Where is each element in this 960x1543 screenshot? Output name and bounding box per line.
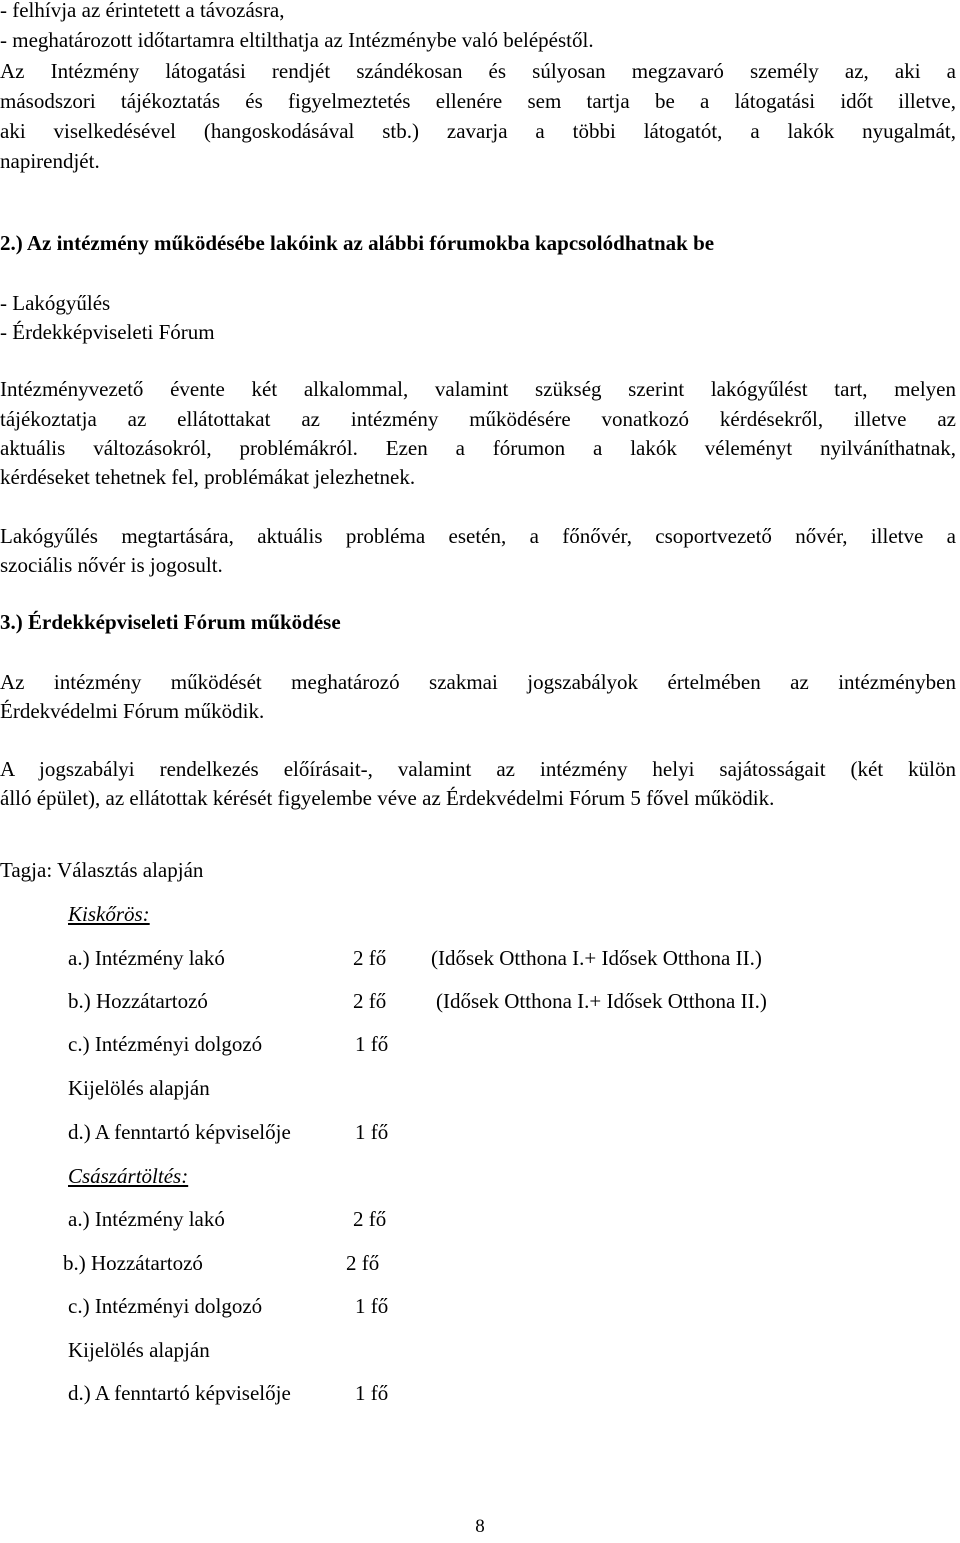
section-2-paragraph-line: Lakógyűlés megtartására, aktuális probléma esetén, a főnővér, csoportvezető nővér, illetve a — [0, 524, 956, 548]
members-intro: Tagja: Választás alapján — [0, 858, 204, 882]
member-label: d.) A fenntartó képviselője — [68, 1120, 291, 1144]
section-2-paragraph-line: kérdéseket tehetnek fel, problémákat jelezhetnek. — [0, 465, 416, 489]
member-count: 1 fő — [355, 1120, 389, 1144]
intro-bullet: - felhívja az érintetett a távozásra, — [0, 0, 285, 22]
location-title-csaszartoltes: Császártöltés: — [68, 1164, 189, 1188]
member-count: 1 fő — [355, 1381, 389, 1405]
member-count: 2 fő — [353, 1207, 387, 1231]
member-count: 2 fő — [353, 989, 387, 1013]
section-2-paragraph-line: Intézményvezető évente két alkalommal, valamint szükség szerint lakógyűlést tart, melyen — [0, 377, 956, 401]
member-count: 1 fő — [355, 1032, 389, 1056]
member-count: 2 fő — [346, 1251, 380, 1275]
section-2-paragraph-line: tájékoztatja az ellátottakat az intézmény működésére vonatkozó kérdésekről, illetve az — [0, 407, 956, 431]
member-count: 2 fő — [353, 946, 387, 970]
member-label: b.) Hozzátartozó — [63, 1251, 203, 1275]
section-3-paragraph-line: Az intézmény működését meghatározó szakmai jogszabályok értelmében az intézményben — [0, 670, 956, 694]
member-label: d.) A fenntartó képviselője — [68, 1381, 291, 1405]
intro-paragraph-line: Az Intézmény látogatási rendjét szándékosan és súlyosan megzavaró személy az, aki a — [0, 59, 956, 83]
intro-paragraph-line: másodszori tájékoztatás és figyelmeztetés ellenére sem tartja be a látogatási időt illetve, — [0, 89, 956, 113]
section-3-paragraph-line: A jogszabályi rendelkezés előírásait-, valamint az intézmény helyi sajátosságait (két külön — [0, 757, 956, 781]
member-label: c.) Intézményi dolgozó — [68, 1294, 263, 1318]
forum-list-item: - Érdekképviseleti Fórum — [0, 320, 215, 344]
section-3-paragraph-line: álló épület), az ellátottak kérését figyelembe véve az Érdekvédelmi Fórum 5 fővel működik. — [0, 786, 775, 810]
page-number: 8 — [475, 1516, 485, 1537]
member-label: a.) Intézmény lakó — [68, 1207, 225, 1231]
section-2-paragraph-line: aktuális változásokról, problémákról. Ezen a fórumon a lakók véleményt nyilváníthatnak, — [0, 436, 956, 460]
section-3-heading: 3.) Érdekképviseleti Fórum működése — [0, 610, 341, 634]
member-label: c.) Intézményi dolgozó — [68, 1032, 263, 1056]
intro-bullet: - meghatározott időtartamra eltilthatja az Intézménybe való belépéstől. — [0, 28, 594, 52]
section-3-paragraph-line: Érdekvédelmi Fórum működik. — [0, 699, 265, 723]
member-note: (Idősek Otthona I.+ Idősek Otthona II.) — [431, 946, 762, 970]
member-label: a.) Intézmény lakó — [68, 946, 225, 970]
section-2-heading: 2.) Az intézmény működésébe lakóink az alábbi fórumokba kapcsolódhatnak be — [0, 231, 715, 255]
member-label: b.) Hozzátartozó — [68, 989, 208, 1013]
forum-list-item: - Lakógyűlés — [0, 291, 111, 315]
appointment-label: Kijelölés alapján — [68, 1076, 210, 1100]
member-note: (Idősek Otthona I.+ Idősek Otthona II.) — [436, 989, 767, 1013]
intro-paragraph-line: napirendjét. — [0, 149, 100, 173]
appointment-label: Kijelölés alapján — [68, 1338, 210, 1362]
section-2-paragraph-line: szociális nővér is jogosult. — [0, 553, 223, 577]
location-title-kiskoros: Kiskőrös: — [68, 902, 150, 926]
member-count: 1 fő — [355, 1294, 389, 1318]
intro-paragraph-line: aki viselkedésével (hangoskodásával stb.) zavarja a többi látogatót, a lakók nyugalmát, — [0, 119, 956, 143]
